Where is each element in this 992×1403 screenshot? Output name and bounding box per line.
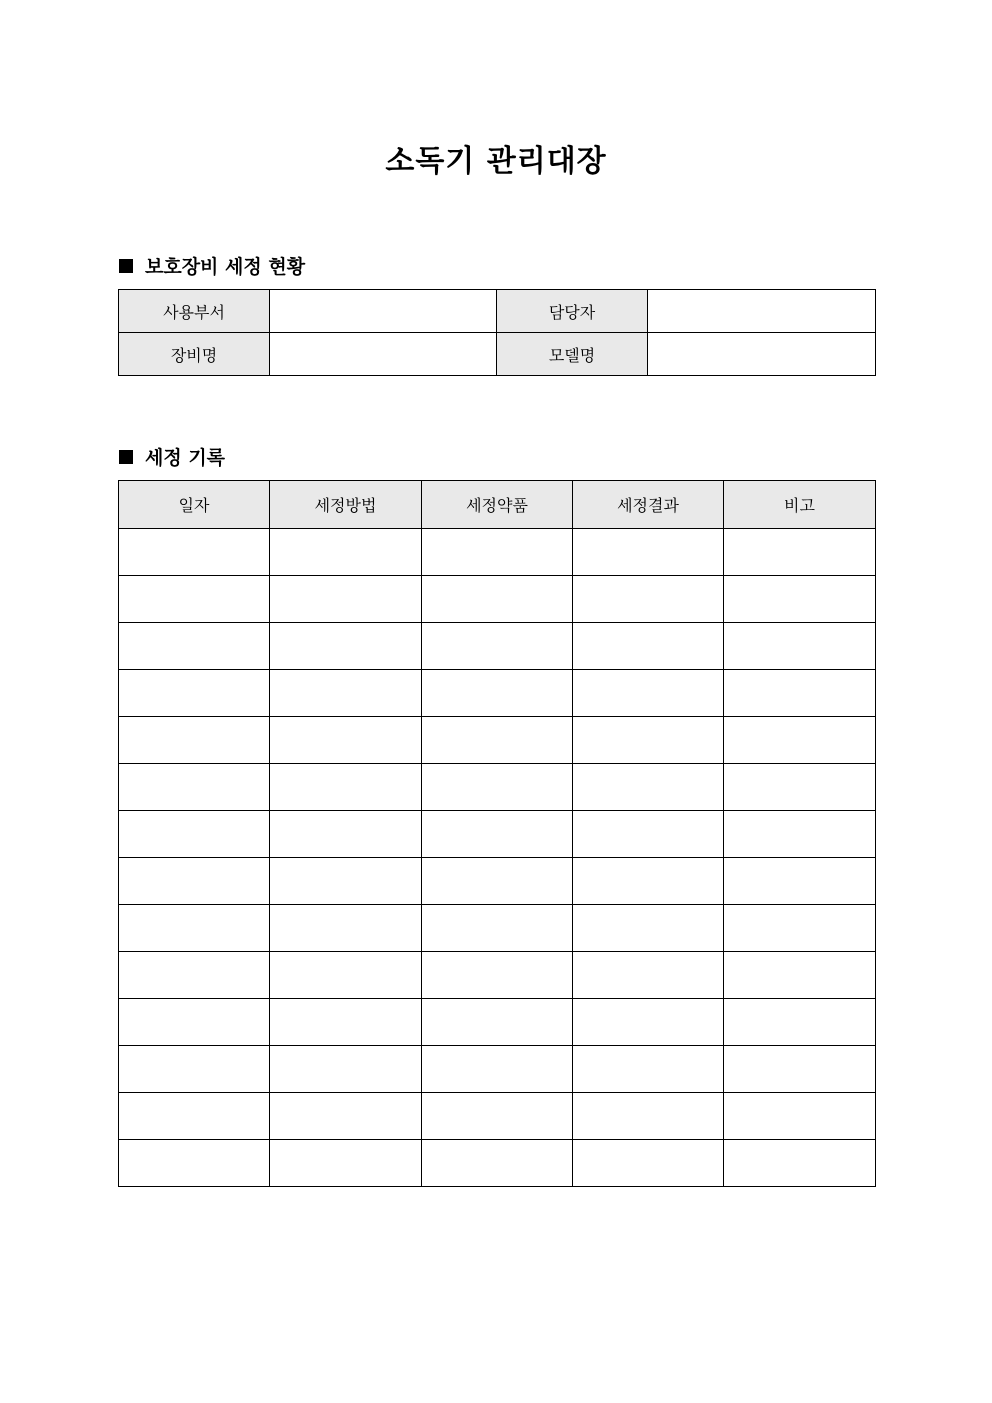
table-cell[interactable] <box>270 670 422 717</box>
table-cell[interactable] <box>573 952 724 999</box>
table-cell[interactable] <box>119 576 270 623</box>
table-cell[interactable] <box>119 717 270 764</box>
table-cell[interactable] <box>270 905 422 952</box>
table-cell[interactable] <box>422 1046 573 1093</box>
section-heading-cleaning-records <box>119 443 225 470</box>
table-cell[interactable] <box>270 576 422 623</box>
table-cell[interactable] <box>573 1046 724 1093</box>
table-row <box>119 529 876 576</box>
table-cell[interactable] <box>270 999 422 1046</box>
table-cell[interactable] <box>724 1140 876 1187</box>
section-heading-label: 세정 기록 <box>145 447 226 469</box>
table-cell[interactable] <box>573 623 724 670</box>
table-cell[interactable] <box>270 858 422 905</box>
table-cell[interactable] <box>724 858 876 905</box>
equipment-name-field[interactable] <box>270 333 497 376</box>
table-cell[interactable] <box>422 905 573 952</box>
cleaning-record-table <box>118 480 876 1187</box>
table-cell[interactable] <box>724 1093 876 1140</box>
table-cell[interactable] <box>573 1140 724 1187</box>
table-row <box>119 999 876 1046</box>
table-cell[interactable] <box>422 576 573 623</box>
table-cell[interactable] <box>724 576 876 623</box>
table-cell[interactable] <box>270 1046 422 1093</box>
equipment-info-table <box>118 289 876 376</box>
table-cell[interactable] <box>573 999 724 1046</box>
table-row <box>119 576 876 623</box>
table-cell[interactable] <box>422 999 573 1046</box>
table-cell[interactable] <box>270 623 422 670</box>
column-header-result: 세정결과 <box>573 481 724 529</box>
table-cell[interactable] <box>724 670 876 717</box>
table-row <box>119 905 876 952</box>
department-field[interactable] <box>270 290 497 333</box>
table-cell[interactable] <box>573 905 724 952</box>
section-heading-label: 보호장비 세정 현황 <box>145 256 306 278</box>
table-row <box>119 1140 876 1187</box>
table-cell[interactable] <box>422 1093 573 1140</box>
table-row <box>119 1046 876 1093</box>
table-cell[interactable] <box>724 717 876 764</box>
column-header-method: 세정방법 <box>270 481 422 529</box>
square-bullet-icon <box>119 259 133 273</box>
table-cell[interactable] <box>119 1093 270 1140</box>
table-cell[interactable] <box>573 529 724 576</box>
page-title: 소독기 관리대장 <box>385 144 607 179</box>
table-cell[interactable] <box>724 1046 876 1093</box>
table-cell[interactable] <box>573 858 724 905</box>
table-cell[interactable] <box>270 529 422 576</box>
table-cell[interactable] <box>724 905 876 952</box>
table-cell[interactable] <box>573 576 724 623</box>
table-cell[interactable] <box>573 670 724 717</box>
table-cell[interactable] <box>573 717 724 764</box>
table-cell[interactable] <box>422 717 573 764</box>
table-cell[interactable] <box>422 952 573 999</box>
table-cell[interactable] <box>573 1093 724 1140</box>
table-cell[interactable] <box>422 858 573 905</box>
info-row <box>119 333 876 376</box>
table-cell[interactable] <box>270 764 422 811</box>
table-row <box>119 764 876 811</box>
info-row <box>119 290 876 333</box>
table-cell[interactable] <box>422 811 573 858</box>
table-row <box>119 717 876 764</box>
table-cell[interactable] <box>119 1046 270 1093</box>
department-label: 사용부서 <box>119 290 270 333</box>
table-cell[interactable] <box>119 1140 270 1187</box>
table-cell[interactable] <box>119 952 270 999</box>
model-name-field[interactable] <box>648 333 876 376</box>
column-header-chemical: 세정약품 <box>422 481 573 529</box>
table-cell[interactable] <box>422 764 573 811</box>
table-cell[interactable] <box>119 999 270 1046</box>
table-cell[interactable] <box>724 529 876 576</box>
table-cell[interactable] <box>724 952 876 999</box>
column-header-remarks: 비고 <box>724 481 876 529</box>
table-cell[interactable] <box>270 811 422 858</box>
table-cell[interactable] <box>119 670 270 717</box>
table-cell[interactable] <box>573 811 724 858</box>
table-row <box>119 811 876 858</box>
table-cell[interactable] <box>724 764 876 811</box>
table-cell[interactable] <box>724 811 876 858</box>
table-row <box>119 858 876 905</box>
table-cell[interactable] <box>119 529 270 576</box>
table-cell[interactable] <box>119 905 270 952</box>
section-heading-equipment-status <box>119 252 305 279</box>
model-name-label: 모델명 <box>497 333 648 376</box>
table-row <box>119 670 876 717</box>
table-cell[interactable] <box>270 952 422 999</box>
table-cell[interactable] <box>724 999 876 1046</box>
manager-label: 담당자 <box>497 290 648 333</box>
table-cell[interactable] <box>119 858 270 905</box>
square-bullet-icon <box>119 450 133 464</box>
column-header-date: 일자 <box>119 481 270 529</box>
table-cell[interactable] <box>270 1140 422 1187</box>
table-cell[interactable] <box>119 623 270 670</box>
table-row <box>119 952 876 999</box>
table-cell[interactable] <box>422 623 573 670</box>
table-row <box>119 1093 876 1140</box>
table-cell[interactable] <box>422 670 573 717</box>
table-header-row <box>119 481 876 529</box>
table-cell[interactable] <box>270 717 422 764</box>
table-cell[interactable] <box>119 764 270 811</box>
table-cell[interactable] <box>270 1093 422 1140</box>
table-cell[interactable] <box>422 529 573 576</box>
table-cell[interactable] <box>573 764 724 811</box>
table-cell[interactable] <box>119 811 270 858</box>
equipment-name-label: 장비명 <box>119 333 270 376</box>
table-cell[interactable] <box>724 623 876 670</box>
table-cell[interactable] <box>422 1140 573 1187</box>
manager-field[interactable] <box>648 290 876 333</box>
table-row <box>119 623 876 670</box>
